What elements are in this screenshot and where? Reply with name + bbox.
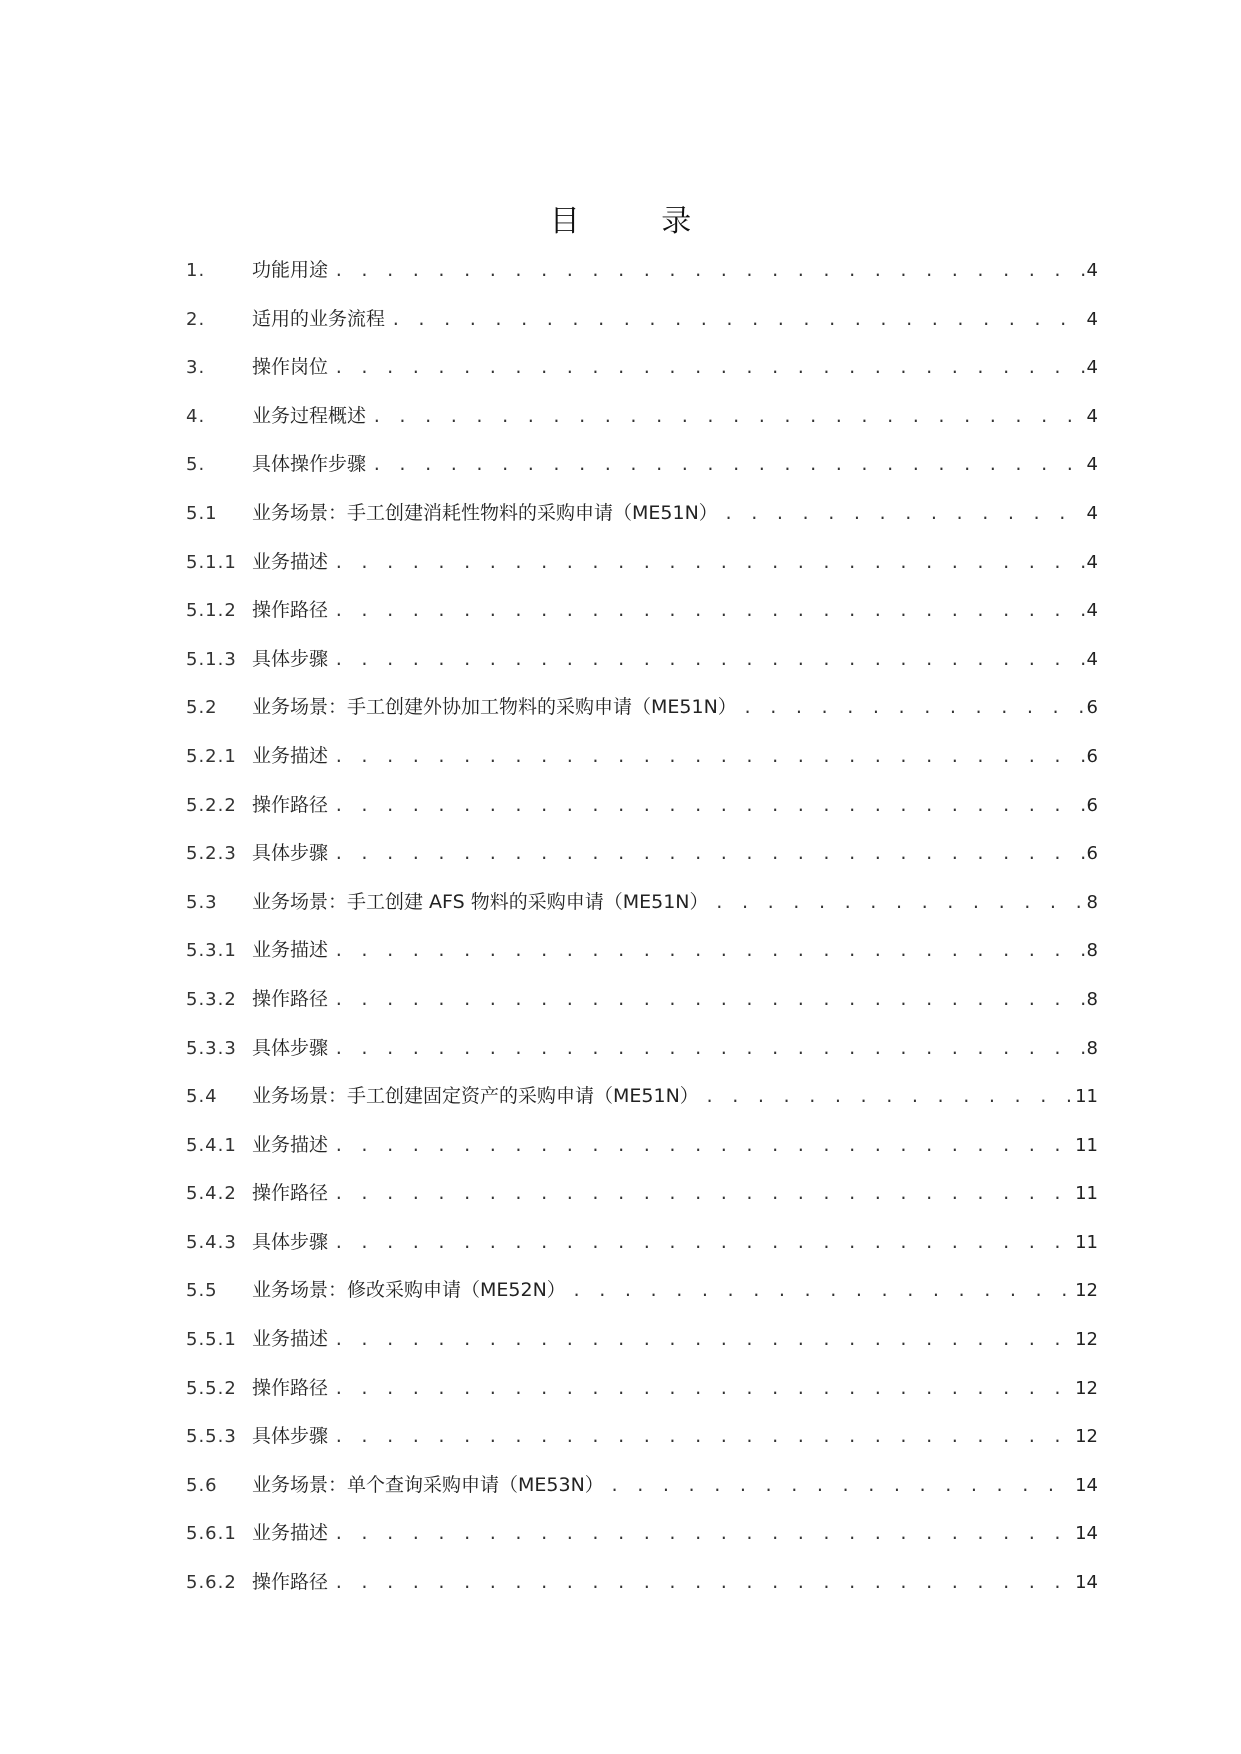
toc-entry-title: 业务过程概述 <box>252 404 367 427</box>
toc-entry-title: 操作路径 <box>252 793 329 816</box>
toc-entry-title: 业务场景：手工创建固定资产的采购申请（ME51N） <box>252 1085 699 1108</box>
toc-entry-number: 5.4.2 <box>186 1183 237 1205</box>
toc-entry-number: 5.4 <box>186 1086 218 1108</box>
toc-entry-number: 5.2 <box>186 697 218 719</box>
toc-entry-number: 5.5.3 <box>186 1426 237 1448</box>
toc-entry-number: 4. <box>186 405 206 427</box>
toc-entry-page-number: 12 <box>1075 1329 1098 1351</box>
toc-entry[interactable] <box>186 888 1098 937</box>
toc-entry-title: 操作路径 <box>252 1182 329 1205</box>
toc-dot-leader <box>334 840 1085 868</box>
toc-entry[interactable] <box>186 256 1098 305</box>
toc-entry-page-number: 4 <box>1086 600 1098 622</box>
toc-entry-title: 操作路径 <box>252 987 329 1010</box>
toc-entry[interactable] <box>186 1179 1098 1228</box>
toc-entry[interactable] <box>186 1228 1098 1277</box>
toc-entry-page-number: 14 <box>1075 1474 1098 1496</box>
toc-entry-title: 业务描述 <box>252 1328 329 1351</box>
toc-entry-page-number: 4 <box>1086 308 1098 330</box>
toc-dot-leader <box>334 1520 1073 1548</box>
toc-entry-title: 业务场景：修改采购申请（ME52N） <box>252 1279 566 1302</box>
toc-dot-leader <box>391 306 1085 334</box>
toc-entry-page-number: 11 <box>1075 1086 1098 1108</box>
toc-entry[interactable] <box>186 693 1098 742</box>
toc-entry[interactable] <box>186 791 1098 840</box>
toc-dot-leader <box>334 1423 1073 1451</box>
toc-dot-leader <box>334 1132 1073 1160</box>
toc-entry-number: 5.1.2 <box>186 600 237 622</box>
toc-dot-leader <box>334 1035 1085 1063</box>
toc-entry-page-number: 6 <box>1086 697 1098 719</box>
toc-entry-title: 具体步骤 <box>252 647 329 670</box>
toc-entry-page-number: 11 <box>1075 1134 1098 1156</box>
toc-dot-leader <box>372 403 1085 431</box>
toc-dot-leader <box>705 1083 1073 1111</box>
toc-entry[interactable] <box>186 402 1098 451</box>
toc-entry-title: 操作路径 <box>252 599 329 622</box>
toc-entry[interactable] <box>186 596 1098 645</box>
toc-dot-leader <box>715 889 1085 917</box>
toc-entry-number: 5.3.2 <box>186 988 237 1010</box>
toc-entry-page-number: 11 <box>1075 1183 1098 1205</box>
toc-entry[interactable] <box>186 1519 1098 1568</box>
toc-entry-page-number: 8 <box>1086 891 1098 913</box>
toc-entry-title: 业务描述 <box>252 1522 329 1545</box>
toc-entry[interactable] <box>186 1276 1098 1325</box>
toc-entry-number: 5.6 <box>186 1474 218 1496</box>
toc-dot-leader <box>334 549 1085 577</box>
toc-entry-page-number: 6 <box>1086 745 1098 767</box>
toc-entry-number: 5.3.3 <box>186 1037 237 1059</box>
toc-entry[interactable] <box>186 353 1098 402</box>
toc-entry-title: 业务场景：手工创建外协加工物料的采购申请（ME51N） <box>252 696 737 719</box>
toc-dot-leader <box>334 1229 1073 1257</box>
toc-dot-leader <box>334 646 1085 674</box>
toc-entry-title: 适用的业务流程 <box>252 307 386 330</box>
toc-entry-page-number: 12 <box>1075 1377 1098 1399</box>
toc-entry[interactable] <box>186 985 1098 1034</box>
toc-entry-number: 5. <box>186 454 206 476</box>
toc-entry-number: 5.3 <box>186 891 218 913</box>
toc-entry-page-number: 4 <box>1086 405 1098 427</box>
toc-entry-number: 5.4.3 <box>186 1231 237 1253</box>
toc-entry-title: 具体步骤 <box>252 1230 329 1253</box>
toc-entry-number: 1. <box>186 260 206 281</box>
toc-entry[interactable] <box>186 450 1098 499</box>
toc-entry[interactable] <box>186 936 1098 985</box>
toc-entry-number: 5.5 <box>186 1280 218 1302</box>
toc-entry[interactable] <box>186 645 1098 694</box>
toc-entry-number: 5.5.2 <box>186 1377 237 1399</box>
toc-entry-title: 具体步骤 <box>252 1036 329 1059</box>
toc-entry-page-number: 4 <box>1086 551 1098 573</box>
toc-entry[interactable] <box>186 742 1098 791</box>
toc-entry-number: 5.2.2 <box>186 794 237 816</box>
toc-dot-leader <box>610 1472 1073 1500</box>
toc-entry-title: 业务描述 <box>252 744 329 767</box>
toc-dot-leader <box>334 986 1085 1014</box>
toc-entry-page-number: 6 <box>1086 843 1098 865</box>
toc-entry-title: 业务场景：手工创建消耗性物料的采购申请（ME51N） <box>252 501 718 524</box>
toc-dot-leader <box>724 500 1085 528</box>
toc-entry-title: 具体操作步骤 <box>252 453 367 476</box>
toc-dot-leader <box>334 354 1085 382</box>
toc-entry[interactable] <box>186 1082 1098 1131</box>
toc-dot-leader <box>334 1326 1073 1354</box>
toc-entry-number: 5.1.3 <box>186 648 237 670</box>
toc-entry-title: 操作岗位 <box>252 356 329 379</box>
toc-dot-leader <box>334 792 1085 820</box>
toc-entry-number: 5.3.1 <box>186 940 237 962</box>
toc-entry[interactable] <box>186 1374 1098 1423</box>
toc-entry-title: 业务描述 <box>252 939 329 962</box>
toc-entry[interactable] <box>186 305 1098 354</box>
toc-entry-page-number: 8 <box>1086 940 1098 962</box>
toc-entry[interactable] <box>186 839 1098 888</box>
toc-entry[interactable] <box>186 1034 1098 1083</box>
toc-entry[interactable] <box>186 1325 1098 1374</box>
toc-entry-page-number: 8 <box>1086 1037 1098 1059</box>
toc-entry-title: 业务场景：手工创建 AFS 物料的采购申请（ME51N） <box>252 890 709 913</box>
toc-entry-title: 操作路径 <box>252 1571 329 1594</box>
toc-entry-number: 5.5.1 <box>186 1329 237 1351</box>
toc-dot-leader <box>334 1569 1073 1597</box>
toc-entry-page-number: 4 <box>1086 454 1098 476</box>
toc-entry-number: 5.6.2 <box>186 1572 237 1594</box>
toc-entry-page-number: 6 <box>1086 794 1098 816</box>
toc-entry-page-number: 8 <box>1086 988 1098 1010</box>
toc-entry-page-number: 14 <box>1075 1572 1098 1594</box>
toc-entry-number: 5.4.1 <box>186 1134 237 1156</box>
toc-entry-number: 3. <box>186 357 206 379</box>
toc-entry-page-number: 11 <box>1075 1231 1098 1253</box>
toc-entry-title: 业务描述 <box>252 550 329 573</box>
toc-entry-title: 具体步骤 <box>252 1425 329 1448</box>
toc-entry-page-number: 4 <box>1086 357 1098 379</box>
toc-entry-title: 具体步骤 <box>252 842 329 865</box>
toc-entry-number: 2. <box>186 308 206 330</box>
toc-dot-leader <box>334 1180 1073 1208</box>
toc-entry[interactable] <box>186 1568 1098 1617</box>
toc-dot-leader <box>334 257 1085 285</box>
toc-entry[interactable] <box>186 1422 1098 1471</box>
toc-entry-title: 功能用途 <box>252 259 329 281</box>
toc-dot-leader <box>334 743 1085 771</box>
toc-entry-title: 业务描述 <box>252 1133 329 1156</box>
toc-dot-leader <box>372 451 1085 479</box>
toc-dot-leader <box>334 937 1085 965</box>
toc-entry-title: 操作路径 <box>252 1376 329 1399</box>
toc-dot-leader <box>743 694 1085 722</box>
toc-entry[interactable] <box>186 499 1098 548</box>
toc-entry-page-number: 4 <box>1086 260 1098 281</box>
toc-title: 目 录 <box>549 204 728 239</box>
toc-entry[interactable] <box>186 548 1098 597</box>
toc-entry-page-number: 4 <box>1086 648 1098 670</box>
toc-entry-page-number: 14 <box>1075 1523 1098 1545</box>
toc-entry-page-number: 12 <box>1075 1426 1098 1448</box>
toc-entry-number: 5.2.3 <box>186 843 237 865</box>
toc-entry-page-number: 4 <box>1086 502 1098 524</box>
toc-entry-number: 5.1 <box>186 502 218 524</box>
toc-dot-leader <box>334 597 1085 625</box>
toc-entry-number: 5.1.1 <box>186 551 237 573</box>
toc-entry-title: 业务场景：单个查询采购申请（ME53N） <box>252 1473 604 1496</box>
toc-dot-leader <box>572 1277 1073 1305</box>
toc-entry[interactable] <box>186 1471 1098 1520</box>
toc-entry-number: 5.6.1 <box>186 1523 237 1545</box>
toc-entry[interactable] <box>186 1131 1098 1180</box>
toc-entry-number: 5.2.1 <box>186 745 237 767</box>
toc-entry-page-number: 12 <box>1075 1280 1098 1302</box>
toc-dot-leader <box>334 1375 1073 1403</box>
toc-list <box>186 256 1098 1617</box>
